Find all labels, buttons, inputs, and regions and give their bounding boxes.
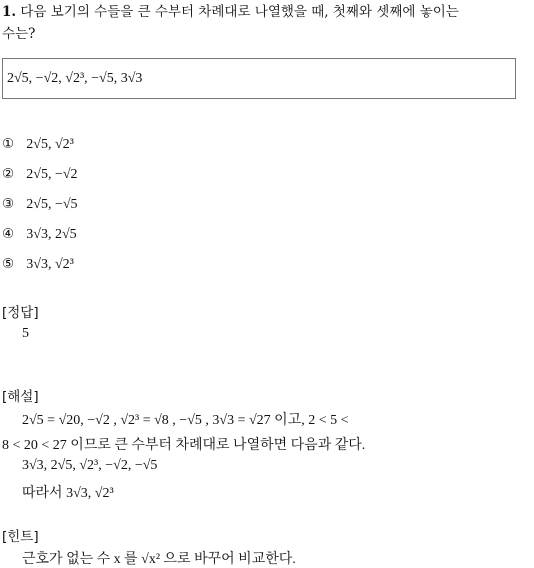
choice-3[interactable] — [2, 196, 78, 213]
explanation-line-4: 따라서 3√3, √2³ — [22, 486, 114, 501]
choice-2[interactable] — [2, 166, 78, 183]
choice-4-mark: ④ — [2, 226, 15, 242]
given-numbers-box — [2, 58, 516, 99]
question-line-2: 수는? — [2, 26, 36, 42]
question-text-1: 다음 보기의 수들을 큰 수부터 차례대로 나열했을 때, 첫째와 셋째에 놓이는 — [20, 4, 459, 20]
explanation-line-3: 3√3, 2√5, √2³, −√2, −√5 — [22, 458, 158, 473]
answer-value: 5 — [22, 326, 29, 341]
question-number: 1. — [2, 4, 17, 20]
choice-5-text: 3√3, √2³ — [26, 257, 74, 272]
choice-1-text: 2√5, √2³ — [26, 137, 74, 152]
question-line-1 — [2, 0, 459, 20]
choice-4-text: 3√3, 2√5 — [26, 227, 77, 242]
explanation-line-2: 8 < 20 < 27 이므로 큰 수부터 차례대로 나열하면 다음과 같다. — [2, 438, 366, 453]
choice-3-text: 2√5, −√5 — [26, 197, 78, 212]
choice-2-mark: ② — [2, 166, 15, 182]
answer-label: [정답] — [2, 305, 39, 321]
choice-1[interactable] — [2, 136, 74, 153]
choice-5-mark: ⑤ — [2, 256, 15, 272]
given-numbers: 2√5, −√2, √2³, −√5, 3√3 — [7, 71, 143, 86]
choice-5[interactable] — [2, 256, 74, 273]
hint-label: [힌트] — [2, 529, 39, 545]
choice-4[interactable] — [2, 226, 77, 243]
choice-2-text: 2√5, −√2 — [26, 167, 78, 182]
explanation-label: [해설] — [2, 389, 39, 405]
hint-text: 근호가 없는 수 x 를 √x² 으로 바꾸어 비교한다. — [22, 552, 296, 567]
explanation-line-1: 2√5 = √20, −√2 , √2³ = √8 , −√5 , 3√3 = √27 이고, 2 < 5 < — [22, 413, 349, 428]
choice-3-mark: ③ — [2, 196, 15, 212]
choice-1-mark: ① — [2, 136, 15, 152]
